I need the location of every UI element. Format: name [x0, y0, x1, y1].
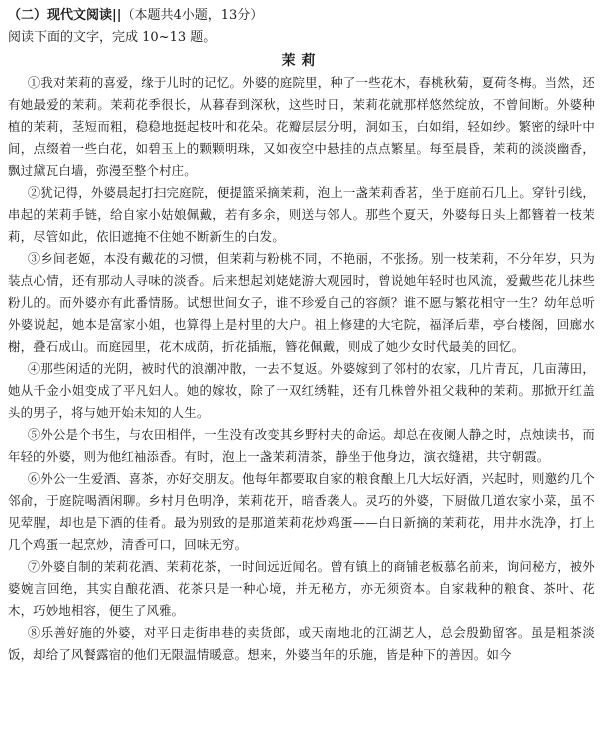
paragraph-1: ①我对茉莉的喜爱，缘于儿时的记忆。外婆的庭院里，种了一些花木，春桃秋菊，夏荷冬梅。当然，还有她最爱的茉莉。茉莉花季很长，从暮春到深秋，这些时日，茉莉花就那样悠然绽放，不曾间断。外婆种植的茉莉，茎短而粗，稳稳地挺起枝叶和花朵。花瓣层层分明，洞如玉，白如绢，轻如纱。繁密的绿叶中间，点缀着一些白花，如碧玉上的颗颗明珠，又如夜空中悬挂的点点繁星。每至晨昏，茉莉的淡淡幽香，飘过黛瓦白墙，弥漫至整个村庄。: [8, 75, 595, 178]
section-label: （二）现代文阅读||: [8, 8, 122, 23]
paragraph-5: ⑤外公是个书生，与农田相伴，一生没有改变其乡野村夫的命运。却总在夜阑人静之时，点烛读书，而年轻的外婆，则为他红袖添香。有时，泡上一盏茉莉清茶，静坐于他身边，演衣缝裙，共守朝霞。: [8, 427, 595, 464]
paragraph-4: ④那些闲适的光阴，被时代的浪潮冲散，一去不复返。外婆嫁到了邻村的农家，几片青瓦，几亩薄田，她从千金小姐变成了平凡妇人。她的嫁妆，除了一双红绣鞋，还有几株曾外祖父栽种的茉莉。那掀开红盖头的男子，将与她开始未知的人生。: [8, 361, 595, 420]
section-header: [8, 6, 595, 26]
paragraph-8: ⑧乐善好施的外婆，对平日走街串巷的卖货郎，或天南地北的江湖艺人，总会殷勤留客。虽是粗茶淡饭，却给了风餐露宿的他们无限温情暖意。想来，外婆当年的乐施，皆是种下的善因。如今: [8, 625, 595, 662]
paragraph-2: ②犹记得，外婆晨起打扫完庭院，便提篮采摘茉莉，泡上一盏茉莉香茗，坐于庭前石几上。穿针引线，串起的茉莉手链，给自家小姑娘佩戴，若有多余，则送与邻人。那些个夏天，外婆每日头上都簪着一枝茉莉，尽管如此，依旧遮掩不住她不断新生的白发。: [8, 185, 595, 244]
paragraph-3: ③乡间老姬，本没有戴花的习惯，但茉莉与粉桃不同，不艳丽，不张扬。别一枝茉莉，不分年岁，只为装点心情，还有那动人寻味的淡香。后来想起刘姥姥游大观园时，曾说她年轻时也风流，爱戴些花儿抹些粉儿的。而外婆亦有此番情肠。试想世间女子，谁不珍爱自己的容颜？谁不愿与繁花相守一生？幼年总听外婆说起，她本是富家小姐，也算得上是村里的大户。祖上修建的大宅院，福泽后辈，亭台楼阁，回廊水榭，叠石成山。而庭园里，花木成荫，折花插瓶，簪花佩戴，则成了她少女时代最美的回忆。: [8, 251, 595, 354]
section-note: （本题共4小题，13分）: [121, 8, 264, 23]
instruction: 阅读下面的文字，完成 10~13 题。: [8, 30, 217, 45]
paragraph-6: ⑥外公一生爱酒、喜茶，亦好交朋友。他每年都要取自家的粮食酿上几大坛好酒，兴起时，则邀约几个邻俞，于庭院喝酒闲聊。乡村月色明净，茉莉花开，暗香袭人。灵巧的外婆，下厨做几道农家小菜，虽不见荤腥，却也是下酒的佳肴。最为别致的是那道茉莉花炒鸡蛋——白日新摘的茉莉花，用井水洗净，打上几个鸡蛋一起烹炒，清香可口，回味无穷。: [8, 471, 595, 552]
paragraph-7: ⑦外婆自制的茉莉花酒、茉莉花茶，一时间远近闻名。曾有镇上的商铺老板慕名前来，询问秘方，被外婆婉言回绝，其实自酿花酒、花茶只是一种心境，并无秘方，亦无须资本。自家栽种的粮食、茶叶、花木，巧妙地相容，便生了风雅。: [8, 559, 595, 618]
article-title: 茉莉: [281, 53, 322, 69]
